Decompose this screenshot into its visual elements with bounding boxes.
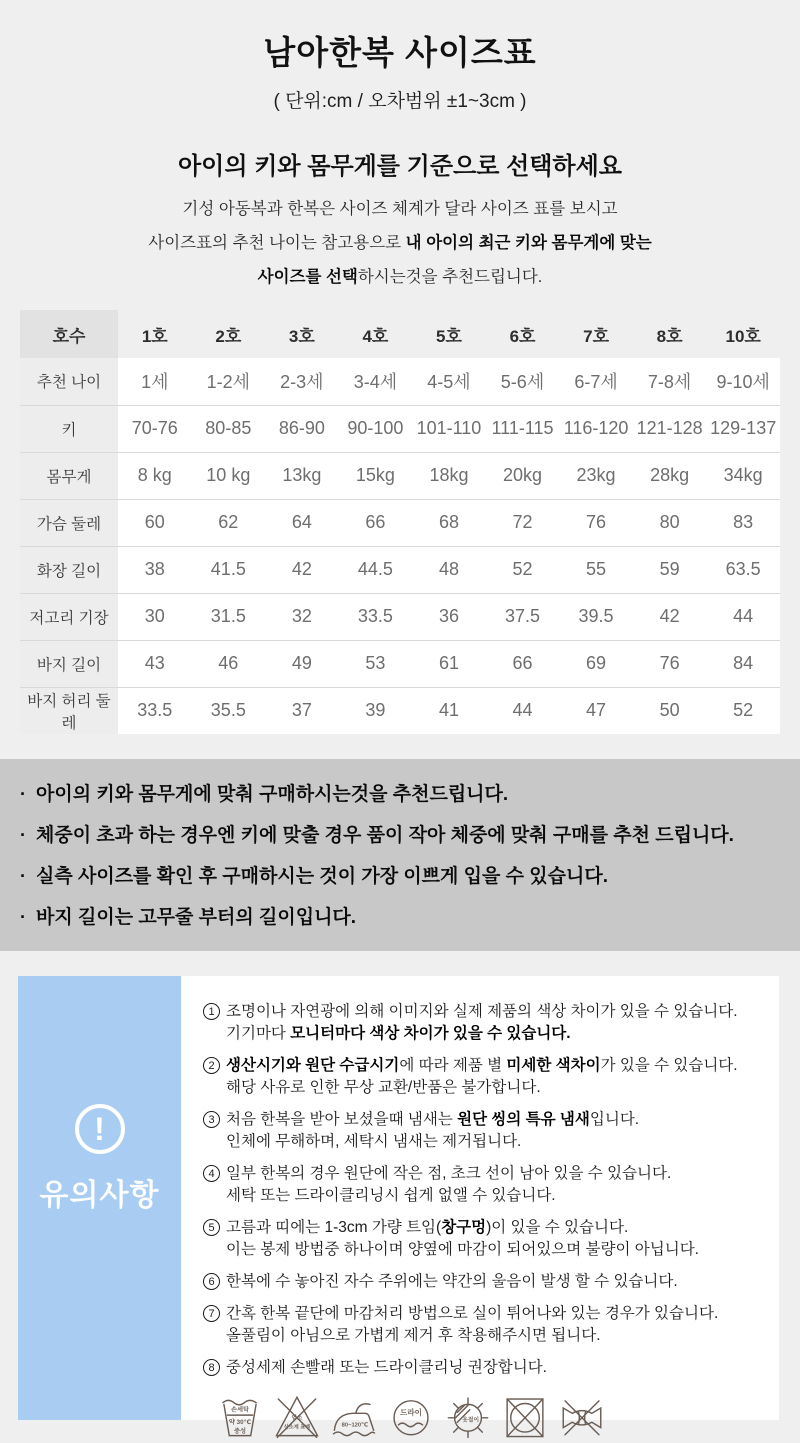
size-table-cell: 72 <box>486 499 560 546</box>
size-table-column-header: 10호 <box>725 326 761 346</box>
size-table-cell: 44 <box>486 687 560 734</box>
bullet-dot-icon: · <box>20 825 26 845</box>
circled-number-icon: 8 <box>203 1359 220 1376</box>
size-table-cell: 44 <box>706 593 780 640</box>
size-table-cell: 8 kg <box>118 452 192 499</box>
size-table-row <box>20 405 780 452</box>
notice-item <box>203 1055 773 1099</box>
size-table-cell: 28kg <box>633 452 707 499</box>
svg-text:옷걸이: 옷걸이 <box>462 1417 480 1424</box>
dry-clean-icon <box>386 1389 436 1443</box>
svg-text:산소계 표백: 산소계 표백 <box>283 1424 311 1431</box>
notice-box <box>18 976 779 1435</box>
selection-guide-heading: 아이의 키와 몸무게를 기준으로 선택하세요 <box>178 153 622 180</box>
tip-line <box>20 820 784 847</box>
circled-number-icon: 1 <box>203 1003 220 1020</box>
size-table-cell: 39 <box>339 687 413 734</box>
size-table-row-label: 키 <box>20 405 118 452</box>
unit-tolerance-note: ( 단위:cm / 오차범위 ±1~3cm ) <box>273 91 527 112</box>
size-table-cell: 4-5세 <box>427 372 471 393</box>
notice-badge-panel <box>18 976 181 1420</box>
size-table-row <box>20 452 780 499</box>
notice-item <box>203 1271 773 1293</box>
bullet-dot-icon: · <box>20 784 26 804</box>
purchase-tips-band <box>0 759 800 951</box>
size-table-row-label: 몸무게 <box>20 452 118 499</box>
hang-dry-icon <box>443 1389 493 1443</box>
tip-text: 바지 길이는 고무줄 부터의 길이입니다. <box>36 907 357 928</box>
notice-item-text <box>226 1357 773 1379</box>
bullet-dot-icon: · <box>20 907 26 927</box>
size-table <box>20 310 780 734</box>
description-line: 기성 아동복과 한복은 사이즈 체계가 달라 사이즈 표를 보시고 <box>182 200 618 218</box>
size-table-cell: 42 <box>265 546 339 593</box>
size-table-row-label: 화장 길이 <box>20 546 118 593</box>
size-table-row-label: 바지 길이 <box>20 640 118 687</box>
size-table-cell: 3-4세 <box>353 372 398 393</box>
size-table-cell: 86-90 <box>265 405 339 452</box>
size-table-cell: 50 <box>633 687 707 734</box>
size-table-cell: 41.5 <box>192 546 266 593</box>
size-table-row <box>20 640 780 687</box>
notice-item-text <box>226 1163 773 1207</box>
size-table-cell: 63.5 <box>706 546 780 593</box>
notice-item-text <box>226 1217 773 1261</box>
circled-number-icon: 3 <box>203 1111 220 1128</box>
notice-item <box>203 1303 773 1347</box>
size-table-cell: 48 <box>412 546 486 593</box>
size-table-cell: 13kg <box>265 452 339 499</box>
size-table-corner-label: 호수 <box>20 310 118 358</box>
size-table-cell: 47 <box>559 687 633 734</box>
size-table-cell: 30 <box>118 593 192 640</box>
size-table-cell: 1-2세 <box>206 372 251 393</box>
size-table-cell: 42 <box>633 593 707 640</box>
size-table-row <box>20 546 780 593</box>
size-table-cell: 35.5 <box>192 687 266 734</box>
notice-item-text <box>226 1001 773 1045</box>
size-table-column-header: 6호 <box>509 326 536 346</box>
notice-item-text <box>226 1055 773 1099</box>
size-table-cell: 111-115 <box>486 405 560 452</box>
size-table-cell: 62 <box>192 499 266 546</box>
size-table-row-label: 바지 허리 둘레 <box>20 687 118 734</box>
notice-item-line: 인체에 무해하며, 세탁시 냄새는 제거됩니다. <box>226 1133 522 1150</box>
exclamation-icon: ! <box>75 1104 125 1154</box>
svg-text:약 30℃: 약 30℃ <box>228 1419 252 1427</box>
size-table-cell: 70-76 <box>118 405 192 452</box>
notice-item-line: 중성세제 손빨래 또는 드라이클리닝 권장합니다. <box>226 1359 547 1376</box>
svg-text:80~120℃: 80~120℃ <box>341 1422 369 1429</box>
size-table-cell: 33.5 <box>118 687 192 734</box>
size-table-cell: 80-85 <box>192 405 266 452</box>
notice-badge-label: 유의사항 <box>39 1179 160 1212</box>
notice-item-line: 세탁 또는 드라이클리닝시 쉽게 없앨 수 있습니다. <box>226 1187 556 1204</box>
circled-number-icon: 4 <box>203 1165 220 1182</box>
size-table-row-label: 저고리 기장 <box>20 593 118 640</box>
svg-text:드라이: 드라이 <box>400 1408 422 1418</box>
size-table-cell: 44.5 <box>339 546 413 593</box>
size-table-cell: 59 <box>633 546 707 593</box>
size-table-cell: 5-6세 <box>500 372 545 393</box>
hand-wash-icon <box>215 1389 265 1443</box>
notice-item-line: 일부 한복의 경우 원단에 작은 점, 초크 선이 남아 있을 수 있습니다. <box>226 1165 672 1182</box>
size-table-column-header: 4호 <box>362 326 389 346</box>
size-table-column-header: 1호 <box>141 326 168 346</box>
svg-text:손세탁: 손세탁 <box>230 1406 250 1414</box>
size-table-cell: 23kg <box>559 452 633 499</box>
notice-item-line: 올풀림이 아님으로 가볍게 제거 후 착용해주시면 됩니다. <box>226 1327 601 1344</box>
size-table-cell: 34kg <box>706 452 780 499</box>
size-table-cell: 52 <box>706 687 780 734</box>
no-bleach-icon <box>272 1389 322 1443</box>
tip-line <box>20 779 784 806</box>
description-line: 사이즈를 선택하시는것을 추천드립니다. <box>257 268 543 286</box>
size-table-cell: 7-8세 <box>647 372 692 393</box>
page-title: 남아한복 사이즈표 <box>263 34 537 71</box>
size-table-column-header: 3호 <box>288 326 315 346</box>
notice-list <box>181 976 779 1435</box>
size-table-cell: 61 <box>412 640 486 687</box>
size-table-cell: 64 <box>265 499 339 546</box>
size-table-column-header: 8호 <box>656 326 683 346</box>
size-table-cell: 41 <box>412 687 486 734</box>
notice-item-line: 고름과 띠에는 1-3cm 가량 트임(창구멍)이 있을 수 있습니다. <box>226 1219 629 1236</box>
size-table-column-header: 5호 <box>436 326 462 346</box>
size-table-cell: 20kg <box>486 452 560 499</box>
notice-item <box>203 1163 773 1207</box>
size-table-cell: 80 <box>633 499 707 546</box>
tip-line <box>20 902 784 929</box>
size-table-cell: 15kg <box>339 452 413 499</box>
notice-item-line: 기기마다 모니터마다 색상 차이가 있을 수 있습니다. <box>226 1025 571 1042</box>
notice-item-text <box>226 1303 773 1347</box>
size-table-cell: 37 <box>265 687 339 734</box>
size-table-header <box>20 310 780 358</box>
size-table-cell: 76 <box>633 640 707 687</box>
notice-item-line: 이는 봉제 방법중 하나이며 양옆에 마감이 되어있으며 불량이 아닙니다. <box>226 1241 699 1258</box>
notice-item-line: 생산시기와 원단 수급시기에 따라 제품 별 미세한 색차이가 있을 수 있습니다. <box>226 1057 738 1074</box>
size-table-row-label: 가슴 둘레 <box>20 499 118 546</box>
description-line: 사이즈표의 추천 나이는 참고용으로 내 아이의 최근 키와 몸무게에 맞는 <box>148 234 652 252</box>
size-table-cell: 38 <box>118 546 192 593</box>
size-table-column-header: 2호 <box>215 326 242 346</box>
size-table-cell: 68 <box>412 499 486 546</box>
size-table-cell: 116-120 <box>559 405 633 452</box>
size-table-cell: 55 <box>559 546 633 593</box>
circled-number-icon: 6 <box>203 1273 220 1290</box>
notice-item-line: 간혹 한복 끝단에 마감처리 방법으로 실이 튀어나와 있는 경우가 있습니다. <box>226 1305 719 1322</box>
size-table-cell: 129-137 <box>706 405 780 452</box>
size-table-cell: 37.5 <box>486 593 560 640</box>
size-table-cell: 33.5 <box>339 593 413 640</box>
size-table-cell: 9-10세 <box>716 372 770 393</box>
notice-item-text <box>226 1271 773 1293</box>
size-table-cell: 66 <box>339 499 413 546</box>
size-table-cell: 121-128 <box>633 405 707 452</box>
size-table-cell: 18kg <box>412 452 486 499</box>
no-tumble-dry-icon <box>500 1389 550 1443</box>
size-table-row <box>20 687 780 734</box>
size-table-header-row <box>20 310 780 358</box>
size-table-cell: 6-7세 <box>574 372 618 393</box>
no-wring-icon <box>557 1389 607 1443</box>
size-table-row <box>20 358 780 405</box>
size-table-cell: 83 <box>706 499 780 546</box>
size-table-cell: 69 <box>559 640 633 687</box>
notice-item <box>203 1109 773 1153</box>
circled-number-icon: 5 <box>203 1219 220 1236</box>
notice-item <box>203 1357 773 1379</box>
size-table-cell: 2-3세 <box>280 372 324 393</box>
circled-number-icon: 2 <box>203 1057 220 1074</box>
size-table-cell: 66 <box>486 640 560 687</box>
size-table-cell: 84 <box>706 640 780 687</box>
size-table-cell: 76 <box>559 499 633 546</box>
size-table-body <box>20 358 780 734</box>
notice-item <box>203 1001 773 1045</box>
size-table-cell: 10 kg <box>192 452 266 499</box>
size-table-cell: 90-100 <box>339 405 413 452</box>
size-table-cell: 43 <box>118 640 192 687</box>
size-table-cell: 52 <box>486 546 560 593</box>
size-table-column-header: 7호 <box>583 326 609 346</box>
laundry-care-icons <box>203 1389 773 1443</box>
circled-number-icon: 7 <box>203 1305 220 1322</box>
svg-text:염소: 염소 <box>291 1415 303 1422</box>
size-table-cell: 49 <box>265 640 339 687</box>
notice-item <box>203 1217 773 1261</box>
size-table-cell: 53 <box>339 640 413 687</box>
size-table-row <box>20 593 780 640</box>
size-table-row <box>20 499 780 546</box>
notice-item-line: 한복에 수 놓아진 자수 주위에는 약간의 울음이 발생 할 수 있습니다. <box>226 1273 678 1290</box>
size-table-cell: 1세 <box>141 372 169 393</box>
size-table-cell: 36 <box>412 593 486 640</box>
size-table-cell: 46 <box>192 640 266 687</box>
svg-text:중성: 중성 <box>233 1427 247 1435</box>
notice-item-line: 처음 한복을 받아 보셨을때 냄새는 원단 씽의 특유 냄새입니다. <box>226 1111 640 1128</box>
notice-item-line: 해당 사유로 인한 무상 교환/반품은 불가합니다. <box>226 1079 541 1096</box>
size-table-cell: 32 <box>265 593 339 640</box>
tip-text: 체중이 초과 하는 경우엔 키에 맞출 경우 품이 작아 체중에 맞춰 구매를 추천 드립니다. <box>36 825 734 846</box>
notice-item-text <box>226 1109 773 1153</box>
size-table-cell: 31.5 <box>192 593 266 640</box>
tip-line <box>20 861 784 888</box>
size-table-cell: 60 <box>118 499 192 546</box>
selection-guide-description <box>0 192 800 294</box>
size-table-cell: 39.5 <box>559 593 633 640</box>
iron-icon <box>329 1389 379 1443</box>
tip-text: 아이의 키와 몸무게에 맞춰 구매하시는것을 추천드립니다. <box>36 784 509 805</box>
notice-item-line: 조명이나 자연광에 의해 이미지와 실제 제품의 색상 차이가 있을 수 있습니다. <box>226 1003 738 1020</box>
size-table-cell: 101-110 <box>412 405 486 452</box>
tip-text: 실측 사이즈를 확인 후 구매하시는 것이 가장 이쁘게 입을 수 있습니다. <box>36 866 608 887</box>
bullet-dot-icon: · <box>20 866 26 886</box>
size-table-row-label: 추천 나이 <box>20 358 118 405</box>
